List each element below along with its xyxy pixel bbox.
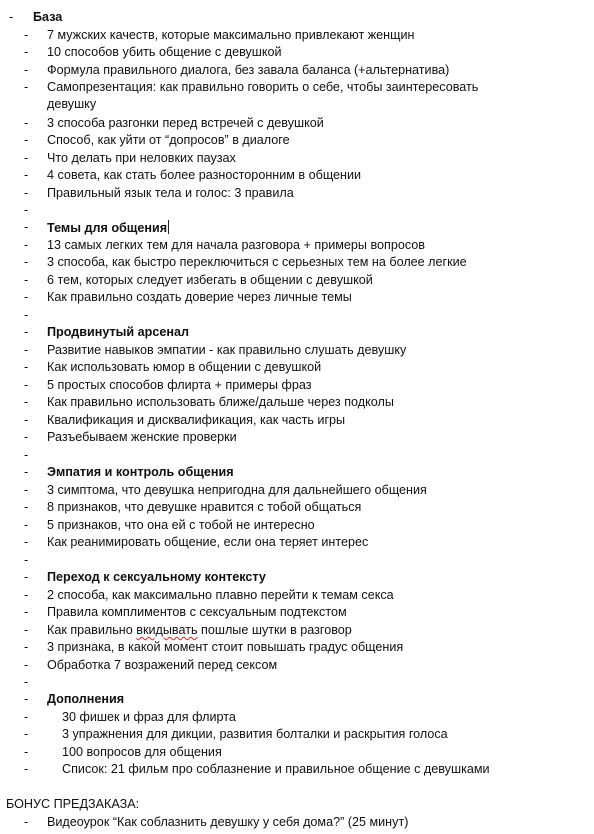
section-title: Продвинутый арсенал bbox=[47, 325, 189, 339]
list-dash: - bbox=[24, 28, 29, 42]
list-dash: - bbox=[24, 133, 29, 147]
list-item-text: Способ, как уйти от “допросов” в диалоге bbox=[47, 133, 290, 147]
list-dash: - bbox=[24, 448, 29, 462]
list-item-text: Видеоурок “Как соблазнить девушку у себя дома?” (25 минут) bbox=[47, 815, 409, 829]
list-dash: - bbox=[24, 378, 29, 392]
list-dash: - bbox=[24, 658, 29, 672]
list-dash: - bbox=[24, 465, 29, 479]
list-dash: - bbox=[24, 45, 29, 59]
list-item-text: Что делать при неловких паузах bbox=[47, 151, 236, 165]
list-dash: - bbox=[24, 762, 29, 776]
list-item-text: Правильный язык тела и голос: 3 правила bbox=[47, 186, 294, 200]
list-item-text: Самопрезентация: как правильно говорить о себе, чтобы заинтересовать bbox=[47, 80, 479, 94]
list-dash: - bbox=[24, 430, 29, 444]
list-dash: - bbox=[24, 343, 29, 357]
list-dash: - bbox=[24, 675, 29, 689]
list-dash: - bbox=[24, 710, 29, 724]
list-item-text: Правила комплиментов с сексуальным подтекстом bbox=[47, 605, 347, 619]
list-dash: - bbox=[24, 535, 29, 549]
section-title: Эмпатия и контроль общения bbox=[47, 465, 234, 479]
list-dash: - bbox=[24, 605, 29, 619]
list-dash: - bbox=[24, 483, 29, 497]
spellcheck-word[interactable]: вкидывать bbox=[136, 623, 198, 637]
list-item-text: 5 признаков, что она ей с тобой не интересно bbox=[47, 518, 315, 532]
list-item-text: Как правильно использовать ближе/дальше через подколы bbox=[47, 395, 394, 409]
list-dash: - bbox=[24, 815, 29, 829]
list-dash: - bbox=[24, 151, 29, 165]
list-dash: - bbox=[24, 360, 29, 374]
list-dash: - bbox=[24, 255, 29, 269]
list-item-text: 13 самых легких тем для начала разговора + примеры вопросов bbox=[47, 238, 425, 252]
list-item-text: 3 упражнения для дикции, развития болталки и раскрытия голоса bbox=[62, 727, 448, 741]
list-item-text: Как реанимировать общение, если она теряет интерес bbox=[47, 535, 369, 549]
list-item-text: 3 способа, как быстро переключиться с серьезных тем на более легкие bbox=[47, 255, 467, 269]
list-item-text: 6 тем, которых следует избегать в общении с девушкой bbox=[47, 273, 373, 287]
list-dash: - bbox=[24, 290, 29, 304]
list-dash: - bbox=[24, 623, 29, 637]
section-title: База bbox=[33, 10, 63, 24]
list-dash: - bbox=[24, 63, 29, 77]
list-item-text: 100 вопросов для общения bbox=[62, 745, 222, 759]
list-item-text: 10 способов убить общение с девушкой bbox=[47, 45, 282, 59]
list-dash: - bbox=[24, 238, 29, 252]
list-item-text: Обработка 7 возражений перед сексом bbox=[47, 658, 278, 672]
list-dash: - bbox=[24, 640, 29, 654]
list-dash: - bbox=[24, 273, 29, 287]
list-dash: - bbox=[24, 553, 29, 567]
list-dash: - bbox=[24, 727, 29, 741]
list-item-text: Как правильно вкидывать пошлые шутки в разговор bbox=[47, 623, 352, 637]
list-item-text: 4 совета, как стать более разносторонним в общении bbox=[47, 168, 362, 182]
section-title: Переход к сексуальному контексту bbox=[47, 570, 266, 584]
list-item-text: 5 простых способов флирта + примеры фраз bbox=[47, 378, 312, 392]
list-dash: - bbox=[24, 692, 29, 706]
list-dash: - bbox=[24, 308, 29, 322]
list-item-text: Развитие навыков эмпатии - как правильно слушать девушку bbox=[47, 343, 407, 357]
list-dash: - bbox=[24, 570, 29, 584]
list-item-text: 2 способа, как максимально плавно перейти к темам секса bbox=[47, 588, 394, 602]
list-item-text: Как правильно создать доверие через личные темы bbox=[47, 290, 352, 304]
list-dash: - bbox=[24, 203, 29, 217]
list-dash: - bbox=[24, 395, 29, 409]
list-item-text: Список: 21 фильм про соблазнение и правильное общение с девушками bbox=[62, 762, 490, 776]
list-item-text: Формула правильного диалога, без завала баланса (+альтернатива) bbox=[47, 63, 450, 77]
list-dash: - bbox=[24, 186, 29, 200]
list-item-text: 3 признака, в какой момент стоит повышать градус общения bbox=[47, 640, 404, 654]
bonus-title: БОНУС ПРЕДЗАКАЗА: bbox=[6, 797, 140, 811]
list-dash: - bbox=[9, 10, 14, 24]
list-dash: - bbox=[24, 168, 29, 182]
list-item-text: 30 фишек и фраз для флирта bbox=[62, 710, 236, 724]
list-dash: - bbox=[24, 413, 29, 427]
section-title[interactable]: Темы для общения bbox=[47, 221, 168, 235]
list-item-text: 7 мужских качеств, которые максимально привлекают женщин bbox=[47, 28, 415, 42]
list-item-text: 3 способа разгонки перед встречей с девушкой bbox=[47, 116, 324, 130]
list-item-text: 3 симптома, что девушка непригодна для дальнейшего общения bbox=[47, 483, 427, 497]
section-title: Дополнения bbox=[47, 692, 125, 706]
list-item-text: Разъебываем женские проверки bbox=[47, 430, 237, 444]
list-item-text: Как использовать юмор в общении с девушкой bbox=[47, 360, 322, 374]
list-dash: - bbox=[24, 220, 29, 234]
list-dash: - bbox=[24, 500, 29, 514]
list-dash: - bbox=[24, 116, 29, 130]
list-item-text: 8 признаков, что девушке нравится с тобой общаться bbox=[47, 500, 362, 514]
list-dash: - bbox=[24, 325, 29, 339]
list-item-text: Квалификация и дисквалификация, как часть игры bbox=[47, 413, 346, 427]
list-dash: - bbox=[24, 518, 29, 532]
text-cursor bbox=[168, 220, 169, 234]
list-dash: - bbox=[24, 588, 29, 602]
list-dash: - bbox=[24, 80, 29, 94]
list-dash: - bbox=[24, 745, 29, 759]
list-item-text: девушку bbox=[47, 97, 97, 111]
